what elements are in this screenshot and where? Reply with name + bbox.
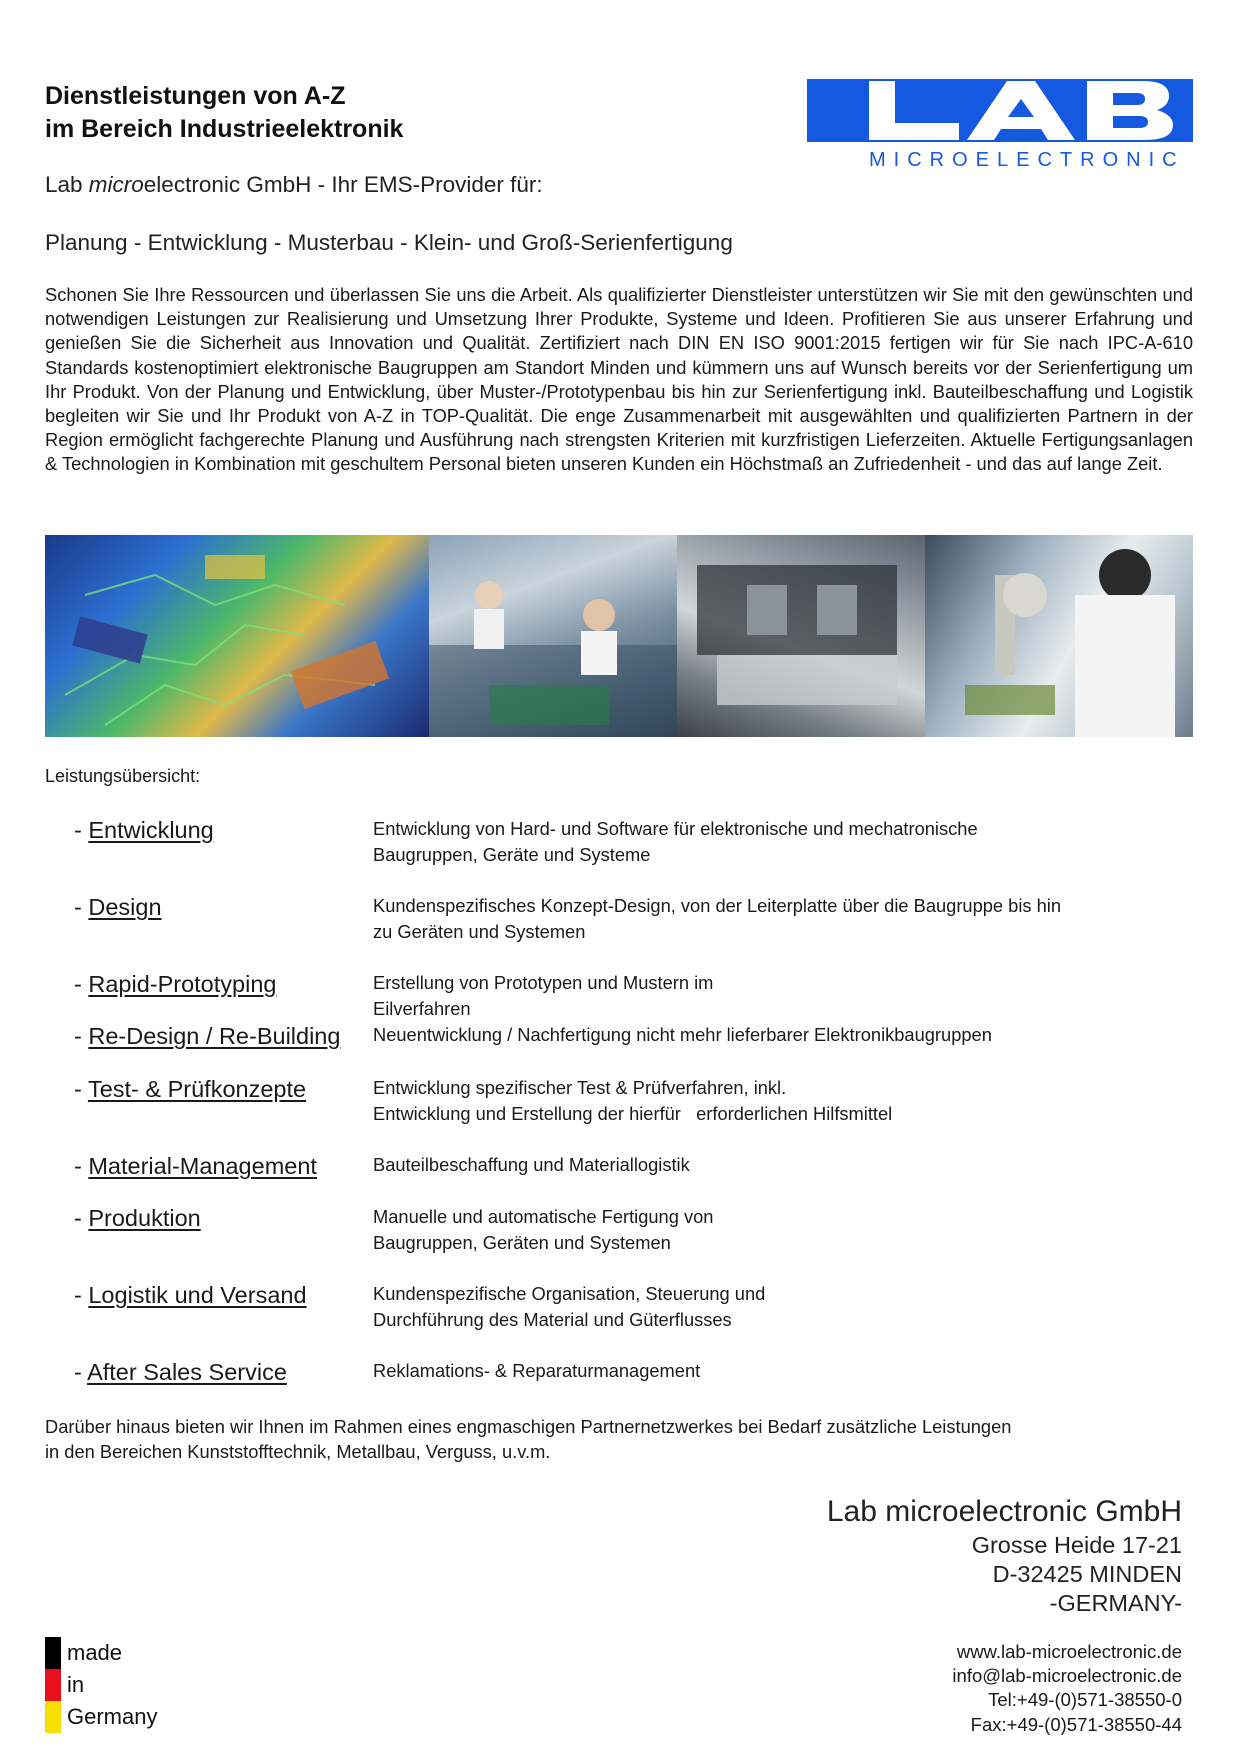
service-link-logistik-versand[interactable]: Logistik und Versand (88, 1282, 307, 1308)
service-desc-line: Entwicklung und Erstellung der hierfür erforderlichen Hilfsmittel (373, 1102, 893, 1124)
service-re-design (74, 1022, 340, 1050)
service-desc-material-management (373, 1152, 1193, 1178)
service-dash: - (74, 1205, 89, 1231)
service-desc-entwicklung (373, 816, 1193, 867)
photo-pick-and-place-machine (677, 535, 925, 737)
address-street: Grosse Heide 17-21 (971, 1532, 1182, 1558)
website-link[interactable]: www.lab-microelectronic.de (956, 1641, 1182, 1662)
service-desc-line: Eilverfahren (373, 997, 471, 1019)
intro-paragraph: Schonen Sie Ihre Ressourcen und überlassen Sie uns die Arbeit. Als qualifizierter Dienstleister unterstützen wir Sie mit den gewünschten und notwendigen Leistungen zur Realisierung und Umsetzung Ihrer Produkte, Systeme und Ideen. Profitieren Sie aus unserer Erfahrung und genießen Sie die Sicherheit aus Innovation und Qualität. Zertifiziert nach DIN EN ISO 9001:2015 fertigen wir für Sie nach IPC-A-610 Standards kostenoptimiert elektronische Baugruppen am Standort Minden und kümmern uns auf Wunsch bereits vor der Serienfertigung um Ihr Produkt. Von der Planung und Entwicklung, über Muster-/Prototypenbau bis hin zur Serienfertigung inkl. Bauteilbeschaffung und Logistik begleiten wir Sie und Ihr Produkt von A-Z in TOP-Qualität. Die enge Zusammenarbeit mit ausgewählten und qualifizierten Partnern in der Region ermöglicht fachgerechte Planung und Ausführung nach strengsten Kriterien mit kurzfristigen Lieferzeiten. Aktuelle Fertigungsanlagen & Technologien in Kombination mit geschultem Personal bieten unseren Kunden ein Höchstmaß an Zufriedenheit - und das auf lange Zeit. (45, 284, 1193, 475)
tagline-part-3: electronic GmbH - Ihr EMS-Provider für: (143, 172, 543, 197)
service-link-rapid-prototyping[interactable]: Rapid-Prototyping (88, 971, 277, 997)
fax-number: Fax:+49-(0)571-38550-44 (970, 1713, 1182, 1735)
service-desc-line: zu Geräten und Systemen (373, 920, 586, 942)
service-test-pruefkonzepte (74, 1075, 306, 1103)
flag-red-stripe (45, 1669, 61, 1701)
service-desc-line: Entwicklung spezifischer Test & Prüfverfahren, inkl. (373, 1077, 787, 1098)
service-link-design[interactable]: Design (88, 894, 162, 920)
service-desc-line: Baugruppen, Geräte und Systeme (373, 843, 651, 865)
service-link-after-sales[interactable]: After Sales Service (87, 1359, 287, 1385)
closing-line-2: in den Bereichen Kunststofftechnik, Metallbau, Verguss, u.v.m. (45, 1440, 551, 1462)
title-line-2: im Bereich Industrieelektronik (45, 115, 404, 143)
service-desc-line: Reklamations- & Reparaturmanagement (373, 1360, 701, 1381)
service-desc-line: Kundenspezifische Organisation, Steuerung und (373, 1283, 766, 1304)
service-desc-line: Bauteilbeschaffung und Materiallogistik (373, 1154, 690, 1175)
company-name: Lab microelectronic GmbH (826, 1495, 1182, 1528)
flag-black-stripe (45, 1637, 61, 1669)
closing-line-1: Darüber hinaus bieten wir Ihnen im Rahmen eines engmaschigen Partnernetzwerkes bei Bedarf zusätzliche Leistungen (45, 1416, 1012, 1437)
service-desc-line: Kundenspezifisches Konzept-Design, von der Leiterplatte über die Baugruppe bis hin (373, 895, 1062, 916)
service-desc-line: Erstellung von Prototypen und Mustern im (373, 972, 714, 993)
service-dash: - (74, 971, 89, 997)
service-dash: - (74, 894, 89, 920)
photo-strip (45, 535, 1193, 737)
contact-info (952, 1640, 1182, 1737)
lab-logo-subtitle: MICROELECTRONIC (869, 149, 1185, 171)
company-address (827, 1493, 1182, 1618)
service-after-sales (74, 1358, 287, 1386)
service-link-test-pruefkonzepte[interactable]: Test- & Prüfkonzepte (87, 1076, 307, 1102)
tagline-part-italic: micro (88, 172, 144, 197)
services-summary-line: Planung - Entwicklung - Musterbau - Klein- und Groß-Serienfertigung (45, 230, 733, 255)
service-logistik-versand (74, 1281, 307, 1309)
service-dash: - (74, 817, 89, 843)
made-in-germany-badge (45, 1637, 245, 1735)
badge-line-germany: Germany (67, 1704, 158, 1729)
services-overview-label: Leistungsübersicht: (45, 766, 201, 786)
service-desc-design (373, 893, 1193, 944)
service-design (74, 893, 162, 921)
service-link-re-design[interactable]: Re-Design / Re-Building (88, 1023, 341, 1049)
service-rapid-prototyping (74, 970, 276, 998)
service-dash: - (74, 1023, 89, 1049)
service-link-produktion[interactable]: Produktion (88, 1205, 201, 1231)
service-material-management (74, 1152, 317, 1180)
badge-line-in: in (67, 1672, 85, 1697)
service-dash: - (74, 1076, 88, 1102)
service-dash: - (74, 1359, 88, 1385)
service-desc-line: Manuelle und automatische Fertigung von (373, 1206, 714, 1227)
service-desc-line: Neuentwicklung / Nachfertigung nicht mehr lieferbarer Elektronikbaugruppen (373, 1024, 992, 1045)
phone-number: Tel:+49-(0)571-38550-0 (988, 1689, 1182, 1711)
service-desc-line: Baugruppen, Geräten und Systemen (373, 1231, 671, 1253)
address-city: D-32425 MINDEN (992, 1561, 1182, 1587)
service-desc-produktion (373, 1204, 1193, 1255)
service-desc-re-design (373, 1022, 1193, 1048)
closing-paragraph (45, 1415, 1193, 1464)
lab-logo-bar (807, 79, 1193, 142)
service-dash: - (74, 1153, 89, 1179)
service-desc-line: Entwicklung von Hard- und Software für elektronische und mechatronische (373, 818, 978, 839)
photo-microscope-inspection (925, 535, 1193, 737)
page-title (45, 80, 745, 146)
service-desc-line: Durchführung des Material und Güterflusses (373, 1308, 732, 1330)
service-link-entwicklung[interactable]: Entwicklung (88, 817, 214, 843)
address-country: -GERMANY- (1049, 1590, 1182, 1616)
service-desc-after-sales (373, 1358, 1193, 1384)
service-desc-logistik-versand (373, 1281, 1193, 1332)
badge-line-made: made (67, 1640, 123, 1665)
lab-logo-letters-icon (807, 79, 1193, 142)
service-entwicklung (74, 816, 214, 844)
service-dash: - (74, 1282, 89, 1308)
photo-production-workers (429, 535, 677, 737)
email-link[interactable]: info@lab-microelectronic.de (952, 1665, 1182, 1687)
company-tagline (45, 172, 543, 198)
service-desc-rapid-prototyping (373, 970, 1193, 1021)
service-link-material-management[interactable]: Material-Management (88, 1153, 317, 1179)
lab-logo (807, 79, 1193, 171)
tagline-part-1: Lab (45, 172, 89, 197)
title-line-1: Dienstleistungen von A-Z (45, 82, 346, 110)
photo-circuit-board (45, 535, 429, 737)
service-produktion (74, 1204, 201, 1232)
flag-gold-stripe (45, 1701, 61, 1733)
service-desc-test-pruefkonzepte (373, 1075, 1193, 1126)
